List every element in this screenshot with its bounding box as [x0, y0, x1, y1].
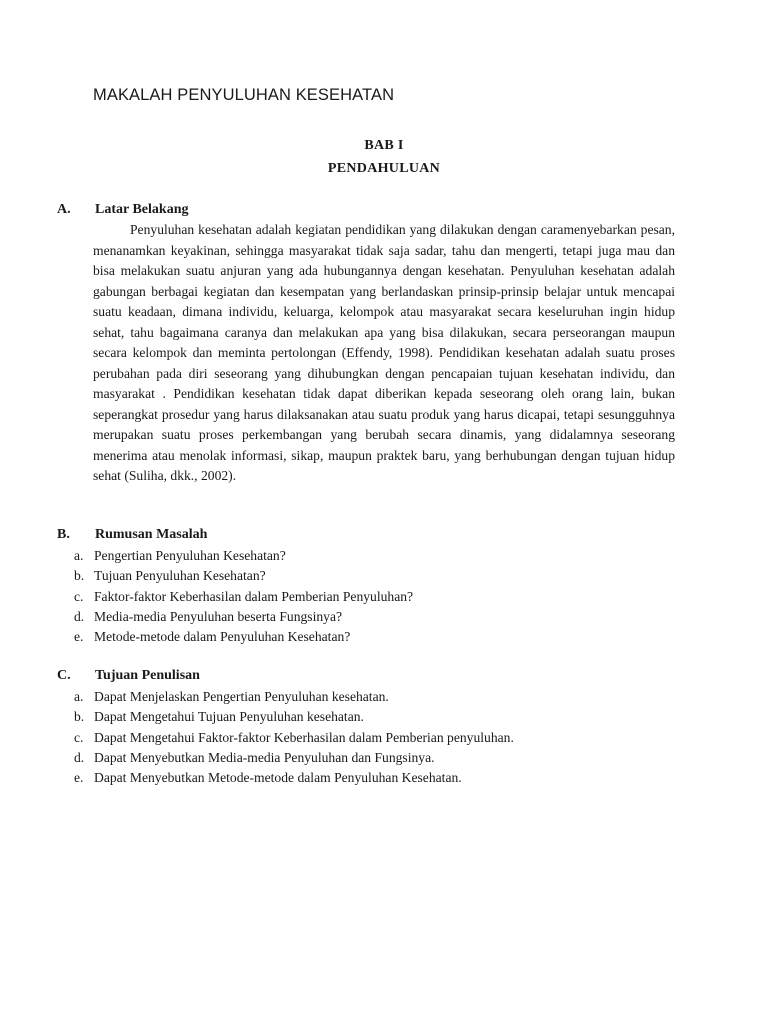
list-marker: e.: [74, 770, 84, 786]
list-marker: a.: [74, 548, 84, 563]
list-item-text: Pengertian Penyuluhan Kesehatan?: [94, 548, 286, 563]
list-item-text: Faktor-faktor Keberhasilan dalam Pemberian Penyuluhan?: [94, 588, 414, 604]
list-item: [0, 607, 768, 627]
list-item: [0, 627, 768, 647]
list-item: [0, 566, 768, 586]
list-marker: c.: [74, 588, 84, 604]
chapter-number: BAB I: [364, 138, 404, 153]
section-c-letter: C.: [57, 668, 71, 683]
list-marker: a.: [74, 689, 84, 704]
list-item: [0, 587, 768, 607]
list-item-text: Dapat Mengetahui Tujuan Penyuluhan kesehatan.: [94, 709, 364, 725]
list-item-text: Tujuan Penyuluhan Kesehatan?: [94, 568, 266, 584]
list-item-text: Dapat Mengetahui Faktor-faktor Keberhasilan dalam Pemberian penyuluhan.: [94, 729, 514, 745]
list-item: [0, 728, 768, 748]
list-marker: c.: [74, 729, 84, 745]
section-b-title: Rumusan Masalah: [95, 527, 208, 542]
list-item-text: Media-media Penyuluhan beserta Fungsinya?: [94, 608, 343, 624]
section-b-letter: B.: [57, 527, 70, 542]
section-a-title: Latar Belakang: [95, 202, 189, 217]
list-item-text: Dapat Menyebutkan Media-media Penyuluhan dan Fungsinya.: [94, 749, 435, 765]
chapter-title: PENDAHULUAN: [327, 161, 441, 176]
list-marker: d.: [74, 749, 85, 765]
section-c-list: [0, 687, 768, 788]
list-item: [0, 748, 768, 768]
list-item: [0, 768, 768, 788]
section-c-title: Tujuan Penulisan: [95, 668, 200, 683]
list-marker: d.: [74, 608, 85, 624]
list-item: [0, 707, 768, 727]
list-item-text: Dapat Menjelaskan Pengertian Penyuluhan kesehatan.: [94, 689, 389, 704]
section-b-list: [0, 546, 768, 647]
list-marker: b.: [74, 568, 85, 584]
list-marker: e.: [74, 629, 84, 645]
list-item-text: Dapat Menyebutkan Metode-metode dalam Penyuluhan Kesehatan.: [94, 770, 462, 786]
document-title: MAKALAH PENYULUHAN KESEHATAN: [93, 86, 395, 104]
list-item-text: Metode-metode dalam Penyuluhan Kesehatan?: [94, 629, 351, 645]
list-marker: b.: [74, 709, 85, 725]
list-item: [0, 546, 768, 566]
section-a-paragraph: Penyuluhan kesehatan adalah kegiatan pendidikan yang dilakukan dengan caramenyebarkan pesan, menanamkan keyakinan, sehingga masyarakat tidak saja sadar, tahu dan mengerti, tetapi juga mau dan bisa melakukan suatu anjuran yang ada hubungannya dengan kesehatan. Penyuluhan kesehatan adalah gabungan berbagai kegiatan dan kesempatan yang berlandaskan prinsip-prinsip belajar untuk mencapai suatu keadaan, dimana individu, keluarga, kelompok atau masyarakat secara keseluruhan ingin hidup sehat, tahu bagaimana caranya dan melakukan apa yang bisa dilakukan, secara perseorangan maupun secara kelompok dan meminta pertolongan (Effendy, 1998). Pendidikan kesehatan adalah suatu proses perubahan pada diri seseorang yang dihubungkan dengan pencapaian tujuan kesehatan individu, dan masyarakat . Pendidikan kesehatan tidak dapat diberikan kepada seseorang oleh orang lain, bukan seperangkat prosedur yang harus dilaksanakan atau suatu produk yang harus dicapai, tetapi sesungguhnya merupakan suatu proses perkembangan yang berubah secara dinamis, yang didalamnya seseorang menerima atau menolak informasi, sikap, maupun praktek baru, yang berhubungan dengan tujuan hidup sehat (Suliha, dkk., 2002).: [93, 222, 675, 483]
list-item: [0, 687, 768, 707]
section-a-letter: A.: [57, 202, 71, 217]
